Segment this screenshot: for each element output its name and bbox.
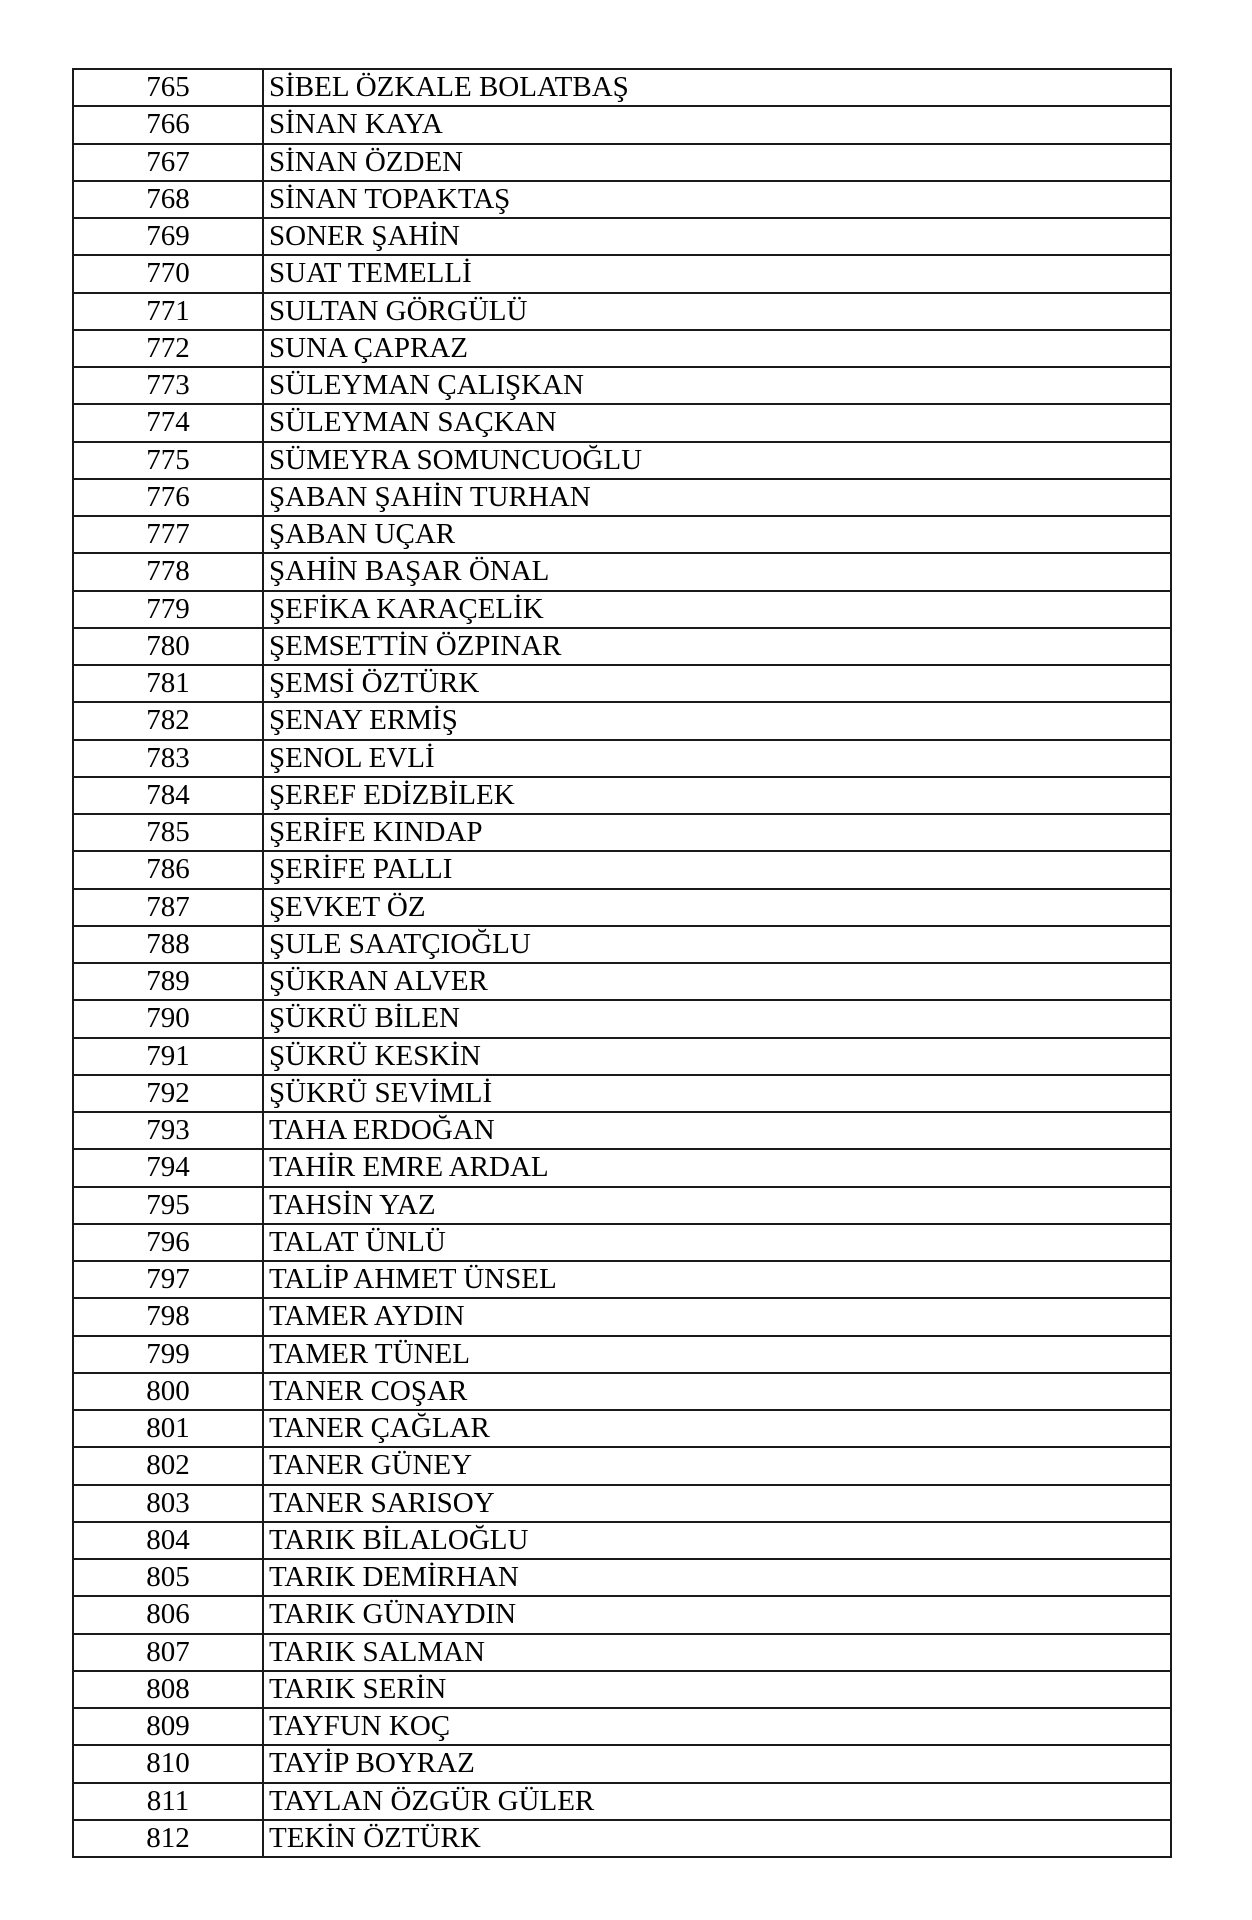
row-number-cell: 806 [73, 1596, 263, 1633]
row-number-cell: 788 [73, 926, 263, 963]
row-number-cell: 787 [73, 889, 263, 926]
person-name-cell: SUAT TEMELLİ [263, 255, 1171, 292]
row-number-cell: 798 [73, 1298, 263, 1335]
table-row [73, 628, 1171, 665]
person-name-cell: ŞEMSETTİN ÖZPINAR [263, 628, 1171, 665]
table-row [73, 367, 1171, 404]
table-row [73, 1485, 1171, 1522]
table-row [73, 702, 1171, 739]
row-number-cell: 794 [73, 1149, 263, 1186]
table-row [73, 255, 1171, 292]
person-name-cell: SİNAN ÖZDEN [263, 144, 1171, 181]
person-name-cell: ŞEVKET ÖZ [263, 889, 1171, 926]
row-number-cell: 774 [73, 404, 263, 441]
name-list-body [73, 69, 1171, 1857]
person-name-cell: TARIK DEMİRHAN [263, 1559, 1171, 1596]
row-number-cell: 776 [73, 479, 263, 516]
table-row [73, 1261, 1171, 1298]
table-row [73, 1447, 1171, 1484]
table-row [73, 69, 1171, 106]
table-row [73, 1075, 1171, 1112]
person-name-cell: ŞAHİN BAŞAR ÖNAL [263, 553, 1171, 590]
person-name-cell: TAYİP BOYRAZ [263, 1745, 1171, 1782]
table-row [73, 1745, 1171, 1782]
row-number-cell: 784 [73, 777, 263, 814]
row-number-cell: 786 [73, 851, 263, 888]
person-name-cell: ŞABAN UÇAR [263, 516, 1171, 553]
table-row [73, 1559, 1171, 1596]
table-row [73, 1000, 1171, 1037]
row-number-cell: 799 [73, 1336, 263, 1373]
person-name-cell: ŞÜKRÜ KESKİN [263, 1038, 1171, 1075]
table-row [73, 1783, 1171, 1820]
row-number-cell: 808 [73, 1671, 263, 1708]
row-number-cell: 804 [73, 1522, 263, 1559]
row-number-cell: 772 [73, 330, 263, 367]
person-name-cell: SİNAN KAYA [263, 106, 1171, 143]
person-name-cell: TAYFUN KOÇ [263, 1708, 1171, 1745]
person-name-cell: TANER GÜNEY [263, 1447, 1171, 1484]
row-number-cell: 805 [73, 1559, 263, 1596]
table-row [73, 814, 1171, 851]
person-name-cell: SÜLEYMAN ÇALIŞKAN [263, 367, 1171, 404]
table-row [73, 1522, 1171, 1559]
table-row [73, 591, 1171, 628]
person-name-cell: TARIK GÜNAYDIN [263, 1596, 1171, 1633]
row-number-cell: 785 [73, 814, 263, 851]
row-number-cell: 811 [73, 1783, 263, 1820]
person-name-cell: ŞERİFE PALLI [263, 851, 1171, 888]
table-row [73, 665, 1171, 702]
row-number-cell: 773 [73, 367, 263, 404]
table-row [73, 1671, 1171, 1708]
person-name-cell: TARIK SERİN [263, 1671, 1171, 1708]
name-list-table [72, 68, 1172, 1858]
table-row [73, 218, 1171, 255]
row-number-cell: 783 [73, 740, 263, 777]
table-row [73, 442, 1171, 479]
person-name-cell: TALİP AHMET ÜNSEL [263, 1261, 1171, 1298]
person-name-cell: SULTAN GÖRGÜLÜ [263, 293, 1171, 330]
row-number-cell: 778 [73, 553, 263, 590]
person-name-cell: TAHİR EMRE ARDAL [263, 1149, 1171, 1186]
row-number-cell: 779 [73, 591, 263, 628]
person-name-cell: ŞÜKRÜ BİLEN [263, 1000, 1171, 1037]
table-row [73, 1708, 1171, 1745]
person-name-cell: ŞEMSİ ÖZTÜRK [263, 665, 1171, 702]
row-number-cell: 810 [73, 1745, 263, 1782]
person-name-cell: TAYLAN ÖZGÜR GÜLER [263, 1783, 1171, 1820]
row-number-cell: 802 [73, 1447, 263, 1484]
row-number-cell: 771 [73, 293, 263, 330]
person-name-cell: ŞERİFE KINDAP [263, 814, 1171, 851]
table-row [73, 293, 1171, 330]
row-number-cell: 770 [73, 255, 263, 292]
row-number-cell: 797 [73, 1261, 263, 1298]
person-name-cell: ŞEREF EDİZBİLEK [263, 777, 1171, 814]
row-number-cell: 766 [73, 106, 263, 143]
person-name-cell: ŞABAN ŞAHİN TURHAN [263, 479, 1171, 516]
person-name-cell: ŞENAY ERMİŞ [263, 702, 1171, 739]
row-number-cell: 803 [73, 1485, 263, 1522]
row-number-cell: 790 [73, 1000, 263, 1037]
row-number-cell: 767 [73, 144, 263, 181]
table-row [73, 479, 1171, 516]
row-number-cell: 795 [73, 1187, 263, 1224]
table-row [73, 1596, 1171, 1633]
person-name-cell: SÜMEYRA SOMUNCUOĞLU [263, 442, 1171, 479]
row-number-cell: 800 [73, 1373, 263, 1410]
row-number-cell: 782 [73, 702, 263, 739]
row-number-cell: 793 [73, 1112, 263, 1149]
table-row [73, 1224, 1171, 1261]
row-number-cell: 769 [73, 218, 263, 255]
table-row [73, 553, 1171, 590]
table-row [73, 181, 1171, 218]
person-name-cell: ŞULE SAATÇIOĞLU [263, 926, 1171, 963]
table-row [73, 1038, 1171, 1075]
person-name-cell: ŞENOL EVLİ [263, 740, 1171, 777]
table-row [73, 1149, 1171, 1186]
person-name-cell: SUNA ÇAPRAZ [263, 330, 1171, 367]
row-number-cell: 781 [73, 665, 263, 702]
row-number-cell: 780 [73, 628, 263, 665]
table-row [73, 963, 1171, 1000]
table-row [73, 926, 1171, 963]
row-number-cell: 789 [73, 963, 263, 1000]
row-number-cell: 809 [73, 1708, 263, 1745]
person-name-cell: TAMER AYDIN [263, 1298, 1171, 1335]
table-row [73, 851, 1171, 888]
person-name-cell: TAHA ERDOĞAN [263, 1112, 1171, 1149]
person-name-cell: SÜLEYMAN SAÇKAN [263, 404, 1171, 441]
row-number-cell: 791 [73, 1038, 263, 1075]
table-row [73, 1634, 1171, 1671]
person-name-cell: TAHSİN YAZ [263, 1187, 1171, 1224]
row-number-cell: 812 [73, 1820, 263, 1857]
table-row [73, 144, 1171, 181]
row-number-cell: 796 [73, 1224, 263, 1261]
person-name-cell: TEKİN ÖZTÜRK [263, 1820, 1171, 1857]
person-name-cell: TARIK BİLALOĞLU [263, 1522, 1171, 1559]
person-name-cell: TANER SARISOY [263, 1485, 1171, 1522]
person-name-cell: ŞÜKRAN ALVER [263, 963, 1171, 1000]
row-number-cell: 792 [73, 1075, 263, 1112]
table-row [73, 106, 1171, 143]
table-row [73, 1820, 1171, 1857]
person-name-cell: SİBEL ÖZKALE BOLATBAŞ [263, 69, 1171, 106]
table-row [73, 1187, 1171, 1224]
row-number-cell: 765 [73, 69, 263, 106]
row-number-cell: 777 [73, 516, 263, 553]
table-row [73, 777, 1171, 814]
person-name-cell: ŞEFİKA KARAÇELİK [263, 591, 1171, 628]
table-row [73, 330, 1171, 367]
person-name-cell: TANER COŞAR [263, 1373, 1171, 1410]
table-row [73, 889, 1171, 926]
table-row [73, 1336, 1171, 1373]
row-number-cell: 768 [73, 181, 263, 218]
person-name-cell: TANER ÇAĞLAR [263, 1410, 1171, 1447]
table-row [73, 740, 1171, 777]
table-row [73, 1410, 1171, 1447]
row-number-cell: 801 [73, 1410, 263, 1447]
person-name-cell: TALAT ÜNLÜ [263, 1224, 1171, 1261]
person-name-cell: TAMER TÜNEL [263, 1336, 1171, 1373]
row-number-cell: 775 [73, 442, 263, 479]
table-row [73, 1112, 1171, 1149]
person-name-cell: ŞÜKRÜ SEVİMLİ [263, 1075, 1171, 1112]
table-row [73, 404, 1171, 441]
row-number-cell: 807 [73, 1634, 263, 1671]
person-name-cell: SONER ŞAHİN [263, 218, 1171, 255]
person-name-cell: SİNAN TOPAKTAŞ [263, 181, 1171, 218]
table-row [73, 1298, 1171, 1335]
person-name-cell: TARIK SALMAN [263, 1634, 1171, 1671]
table-row [73, 516, 1171, 553]
table-row [73, 1373, 1171, 1410]
